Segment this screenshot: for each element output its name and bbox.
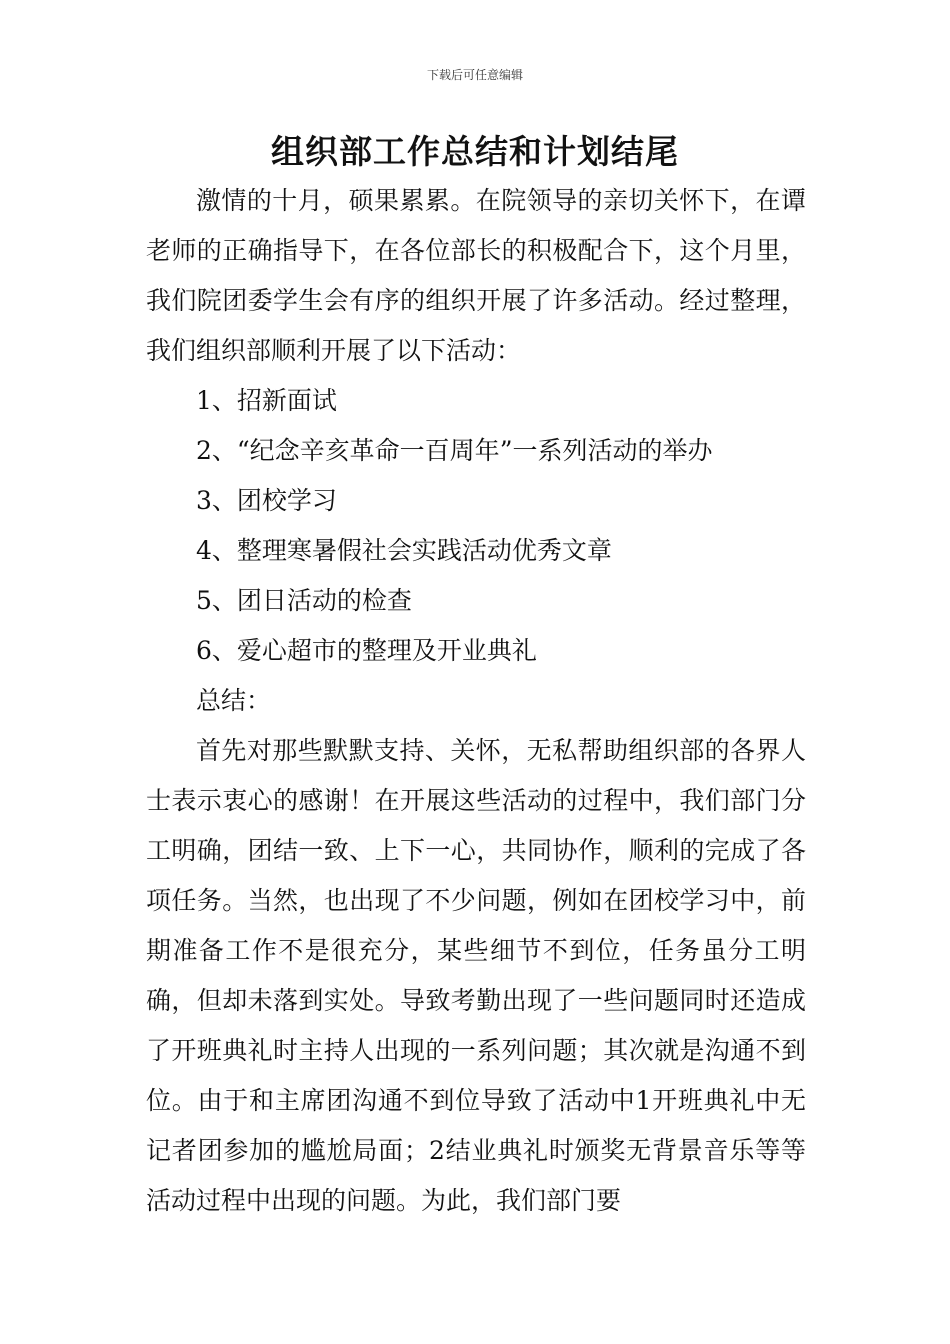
summary-heading: 总结：	[196, 686, 272, 715]
activity-item-3: 3、团校学习	[196, 486, 337, 515]
header-note: 下载后可任意编辑	[426, 68, 523, 82]
document-body	[146, 176, 806, 1226]
activity-item-6: 6、爱心超市的整理及开业典礼	[196, 636, 537, 665]
summary-paragraph: 首先对那些默默支持、关怀，无私帮助组织部的各界人士表示衷心的感谢！在开展这些活动的过程中，我们部门分工明确，团结一致、上下一心，共同协作，顺利的完成了各项任务。当然，也出现了不少问题，例如在团校学习中，前期准备工作不是很充分，某些细节不到位，任务虽分工明确，但却未落到实处。导致考勤出现了一些问题同时还造成了开班典礼时主持人出现的一系列问题；其次就是沟通不到位。由于和主席团沟通不到位导致了活动中1开班典礼中无记者团参加的尴尬局面；2结业典礼时颁奖无背景音乐等等活动过程中出现的问题。为此，我们部门要	[146, 736, 806, 1215]
document-title: 组织部工作总结和计划结尾	[271, 132, 679, 171]
activity-item-1: 1、招新面试	[196, 386, 337, 415]
activity-item-5: 5、团日活动的检查	[196, 586, 412, 615]
intro-paragraph: 激情的十月，硕果累累。在院领导的亲切关怀下，在谭老师的正确指导下，在各位部长的积极配合下，这个月里，我们院团委学生会有序的组织开展了许多活动。经过整理，我们组织部顺利开展了以下活动：	[146, 186, 806, 365]
activity-item-2: 2、“纪念辛亥革命一百周年”一系列活动的举办	[196, 436, 713, 465]
activity-item-4: 4、整理寒暑假社会实践活动优秀文章	[196, 536, 612, 565]
